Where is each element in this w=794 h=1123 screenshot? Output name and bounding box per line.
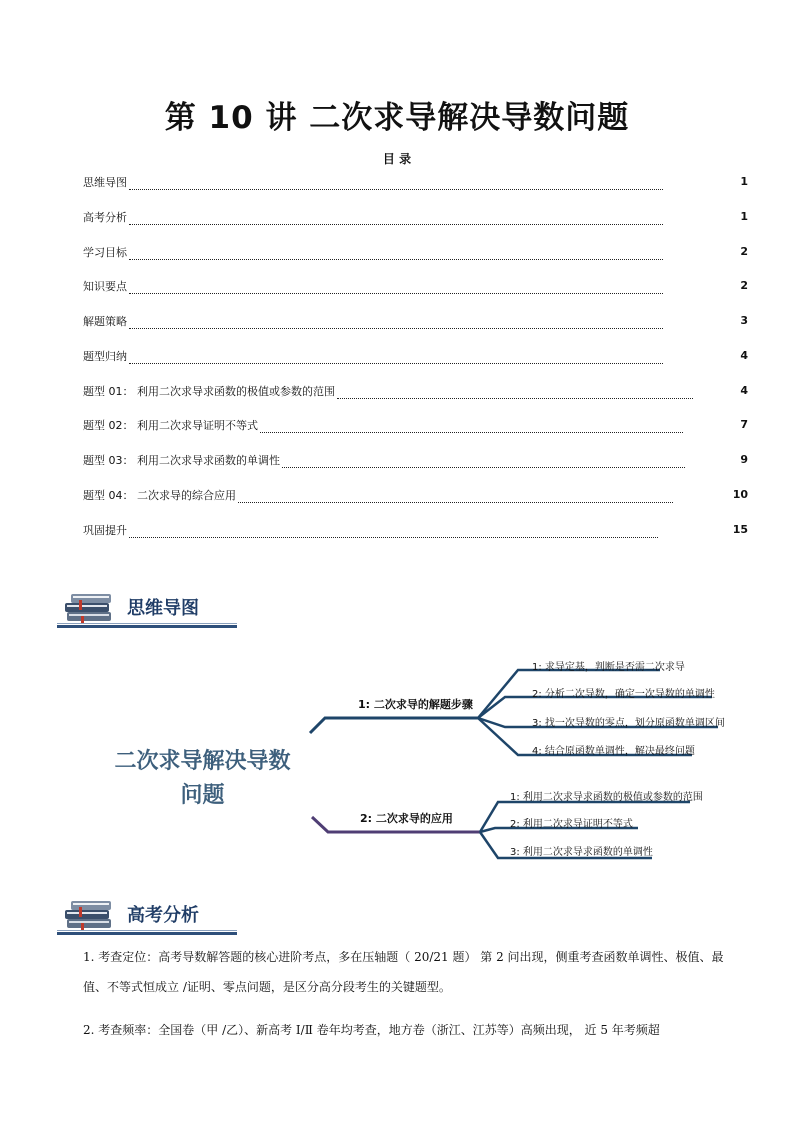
toc-item[interactable]	[83, 483, 748, 503]
section-divider	[57, 932, 237, 935]
books-icon	[63, 897, 119, 931]
toc-item-label: 巩固提升	[83, 524, 127, 537]
toc-item-label: 题型 03： 利用二次求导求函数的单调性	[83, 454, 280, 467]
section-divider	[57, 625, 237, 628]
toc-item[interactable]	[83, 448, 748, 468]
toc-item[interactable]	[83, 379, 748, 399]
toc-leader-dots	[337, 389, 693, 399]
books-icon	[63, 590, 119, 624]
toc-leader-dots	[282, 458, 685, 468]
toc-item-label: 题型 01： 利用二次求导求函数的极值或参数的范围	[83, 385, 335, 398]
toc-item-label: 思维导图	[83, 176, 127, 189]
toc-leader-dots	[129, 319, 663, 329]
mind-map-branch-1: 1: 二次求导的解题步骤	[358, 698, 473, 711]
toc-item[interactable]	[83, 170, 748, 190]
toc-item-label: 高考分析	[83, 211, 127, 224]
toc-leader-dots	[238, 493, 673, 503]
toc-item-label: 学习目标	[83, 246, 127, 259]
toc-item-page: 9	[740, 453, 748, 466]
toc-item-page: 2	[740, 245, 748, 258]
toc-item[interactable]	[83, 205, 748, 225]
toc-item-page: 15	[732, 523, 748, 536]
analysis-paragraph-1: 1. 考查定位：高考导数解答题的核心进阶考点，多在压轴题（ 20/21 题） 第 2 问出现，侧重考查函数单调性、极值、最值、不等式恒成立 /证明、零点问题，是区分高分段考生的关键题型。	[83, 950, 724, 994]
toc-item-label: 题型 04： 二次求导的综合应用	[83, 489, 236, 502]
toc-leader-dots	[260, 423, 683, 433]
toc-item-page: 7	[740, 418, 748, 431]
toc-item[interactable]	[83, 309, 748, 329]
mind-map-branch-2: 2: 二次求导的应用	[360, 812, 453, 825]
toc-item-label: 题型归纳	[83, 350, 127, 363]
section-divider	[57, 930, 237, 931]
toc-item-page: 2	[740, 279, 748, 292]
toc-item-page: 1	[740, 175, 748, 188]
section-header-mindmap	[57, 588, 237, 628]
mind-map-leaf: 1: 利用二次求导求函数的极值或参数的范围	[510, 792, 703, 803]
toc-item[interactable]	[83, 240, 748, 260]
toc-item-page: 4	[740, 384, 748, 397]
toc-item[interactable]	[83, 518, 748, 538]
toc-leader-dots	[129, 250, 663, 260]
toc-heading: 目 录	[382, 152, 412, 166]
section-title-analysis: 高考分析	[127, 905, 199, 926]
analysis-paragraph-2: 2. 考查频率：全国卷（甲 /乙）、新高考 Ⅰ/Ⅱ 卷年均考查，地方卷（浙江、江苏等）高频出现， 近 5 年考频超	[83, 1023, 660, 1037]
toc-item-page: 1	[740, 210, 748, 223]
page-title: 第 10 讲 二次求导解决导数问题	[164, 100, 630, 136]
toc-item-label: 题型 02： 利用二次求导证明不等式	[83, 419, 258, 432]
toc-item-page: 10	[732, 488, 748, 501]
section-title-mindmap: 思维导图	[127, 598, 199, 619]
section-divider	[57, 623, 237, 624]
toc-item-page: 3	[740, 314, 748, 327]
toc-leader-dots	[129, 528, 658, 538]
toc-item[interactable]	[83, 344, 748, 364]
toc-leader-dots	[129, 180, 663, 190]
mind-map-leaf: 2: 分析二次导数，确定一次导数的单调性	[532, 689, 715, 700]
toc-item[interactable]	[83, 274, 748, 294]
mind-map-leaf: 2: 利用二次求导证明不等式	[510, 819, 633, 830]
section-header-analysis	[57, 895, 237, 935]
toc-item-label: 知识要点	[83, 280, 127, 293]
toc-leader-dots	[129, 215, 663, 225]
mind-map-leaf: 4: 结合原函数单调性，解决最终问题	[532, 746, 695, 757]
mind-map-link	[310, 718, 478, 733]
mind-map-center: 二次求导解决导数 问题	[114, 749, 291, 808]
mind-map-leaf: 3: 利用二次求导求函数的单调性	[510, 847, 653, 858]
mind-map	[0, 645, 794, 875]
toc-item-page: 4	[740, 349, 748, 362]
toc-leader-dots	[129, 354, 663, 364]
toc-leader-dots	[129, 284, 663, 294]
toc-item[interactable]	[83, 413, 748, 433]
mind-map-leaf: 1: 求导定基，判断是否需二次求导	[532, 662, 685, 673]
toc-item-label: 解题策略	[83, 315, 127, 328]
mind-map-leaf: 3: 找一次导数的零点，划分原函数单调区间	[532, 718, 725, 729]
